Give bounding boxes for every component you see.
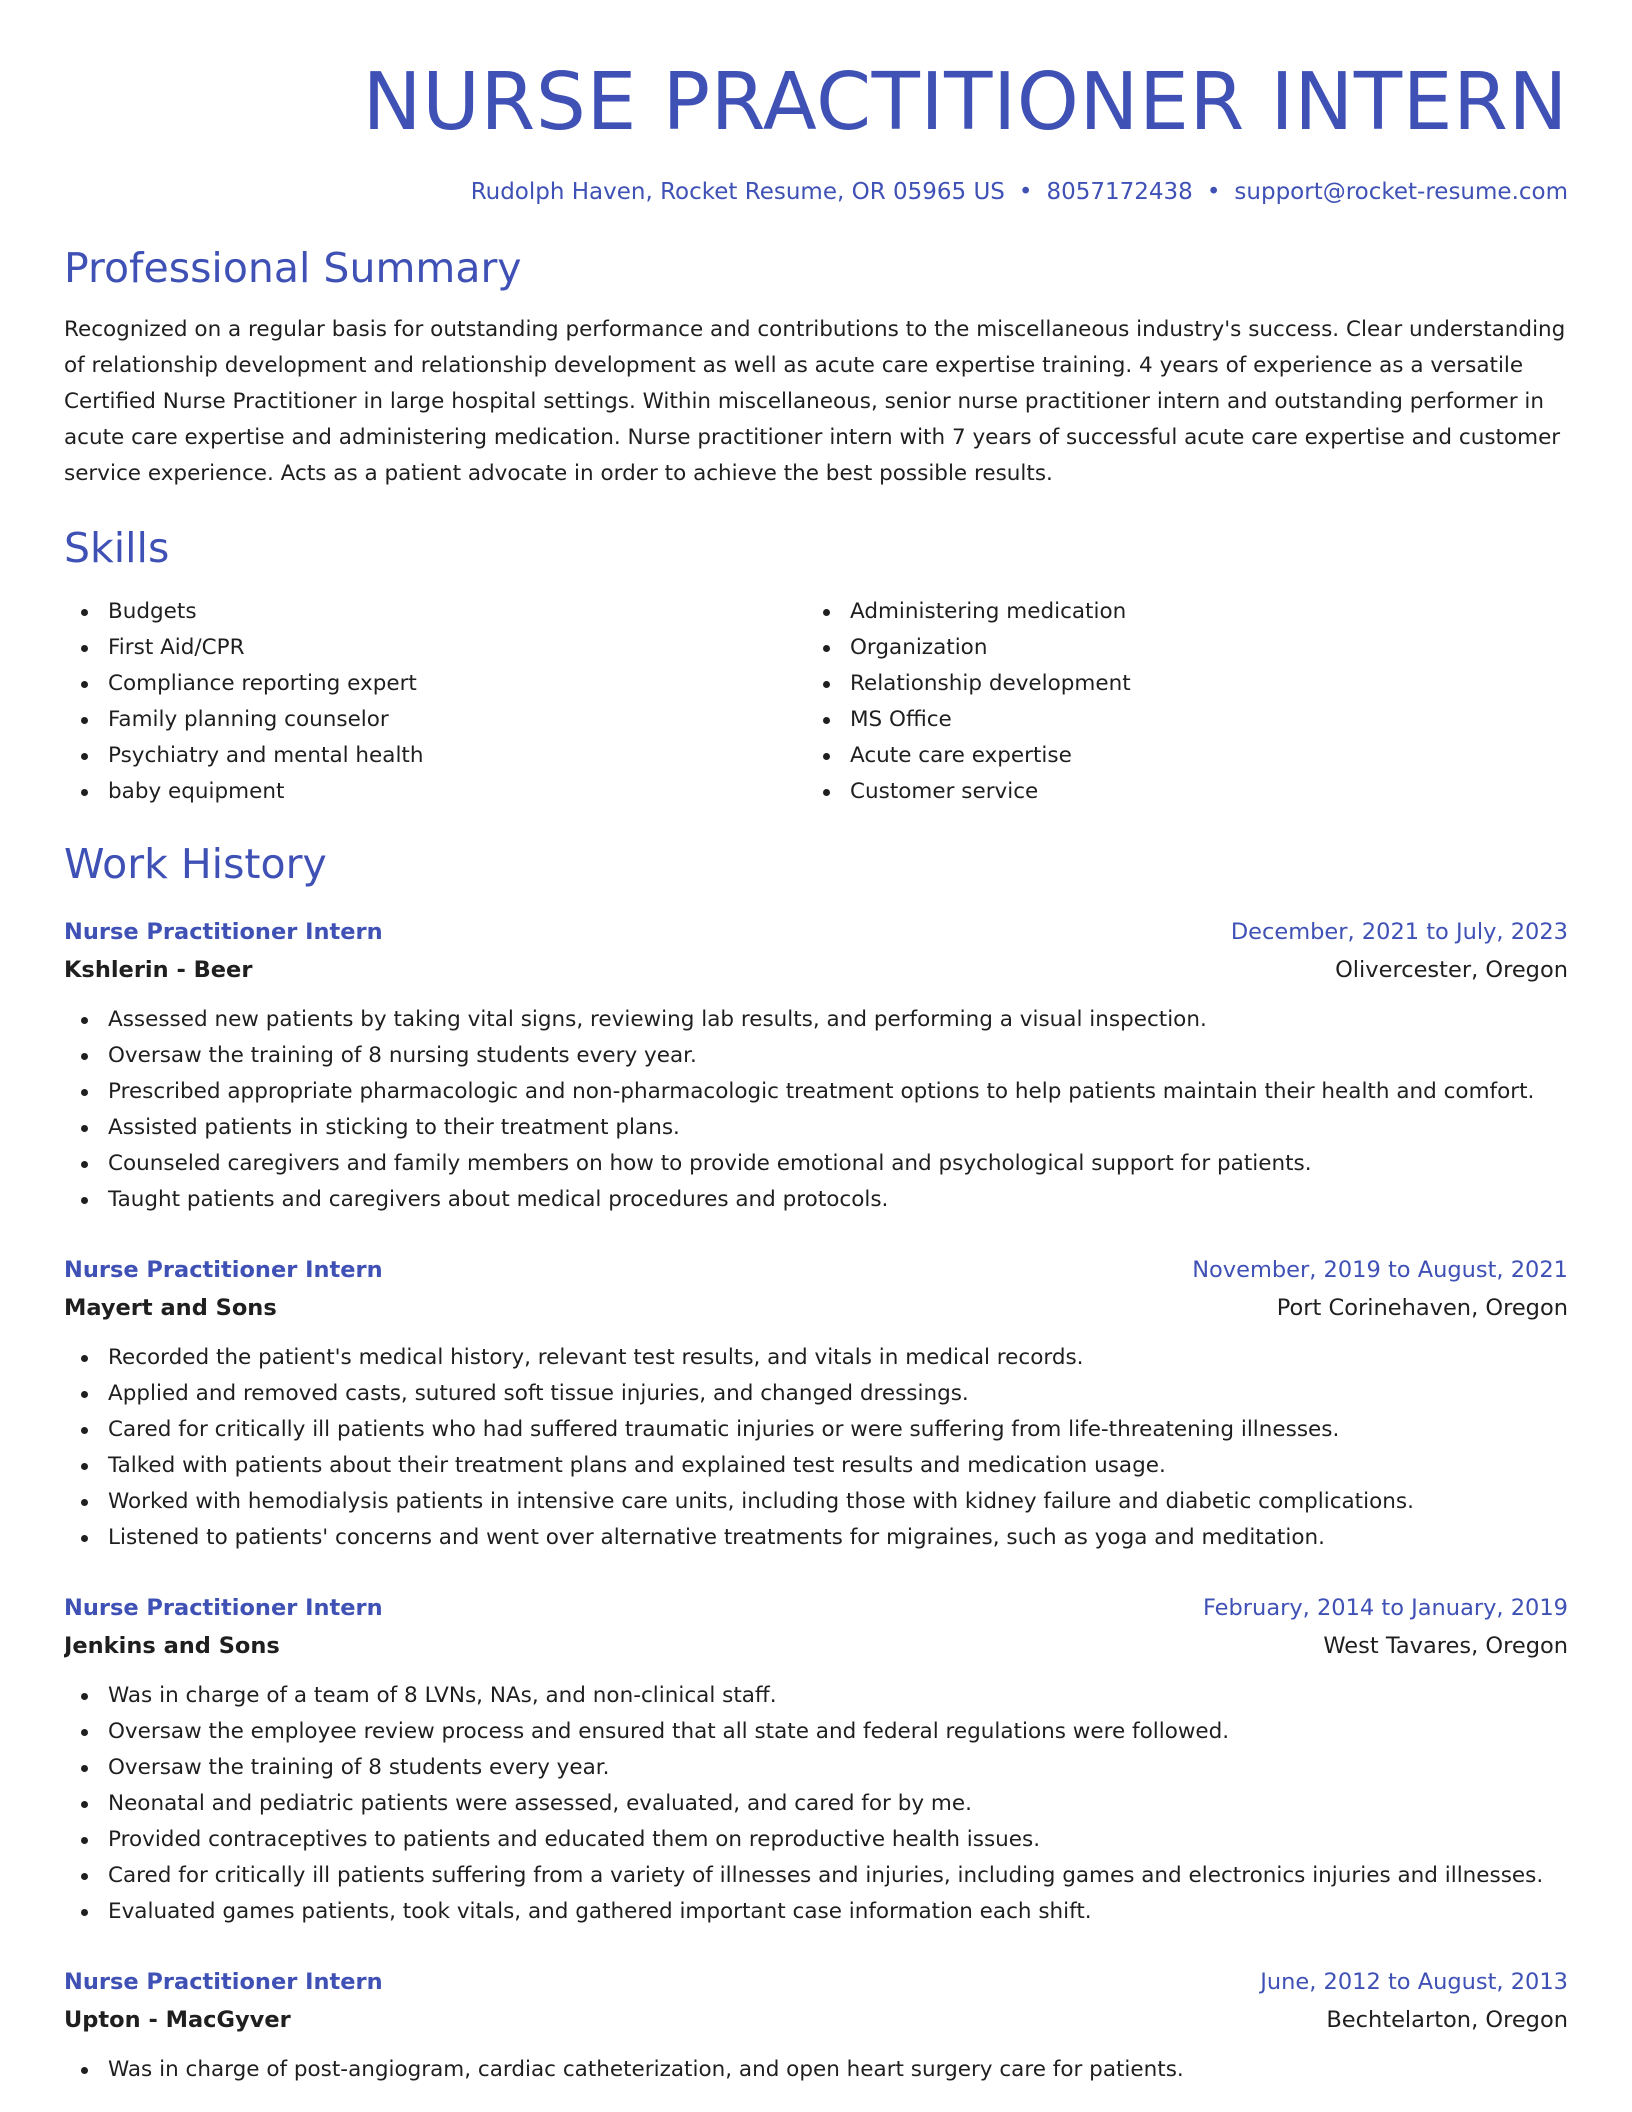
job-location: Bechtelarton, Oregon	[1326, 2007, 1568, 2033]
job-dates: December, 2021 to July, 2023	[1230, 919, 1568, 945]
skill-item: Budgets	[108, 594, 806, 630]
job-bullet: Prescribed appropriate pharmacologic and non-pharmacologic treatment options to help patients maintain their health and comfort.	[108, 1074, 1568, 1110]
job-bullet: Provided contraceptives to patients and educated them on reproductive health issues.	[108, 1822, 1568, 1858]
job-bullet: Talked with patients about their treatment plans and explained test results and medication usage.	[108, 1448, 1568, 1484]
summary-heading: Professional Summary	[64, 244, 522, 292]
job-bullet: Counseled caregivers and family members on how to provide emotional and psychological support for patients.	[108, 1146, 1568, 1182]
job-company: Kshlerin - Beer	[64, 957, 253, 983]
job-dates: November, 2019 to August, 2021	[1192, 1257, 1568, 1283]
skill-item: First Aid/CPR	[108, 630, 806, 666]
job-bullets	[64, 1340, 1568, 1556]
skills-column-right	[806, 594, 1548, 810]
job-bullet: Oversaw the training of 8 students every year.	[108, 1750, 1568, 1786]
contact-separator: •	[1206, 179, 1221, 205]
skills-list	[64, 594, 1568, 810]
job-bullet: Cared for critically ill patients suffering from a variety of illnesses and injuries, including games and electronics injuries and illnesses.	[108, 1858, 1568, 1894]
contact-phone[interactable]: 8057172438	[1046, 179, 1193, 205]
job-bullet: Worked with hemodialysis patients in intensive care units, including those with kidney failure and diabetic complications.	[108, 1484, 1568, 1520]
job-employer-row	[64, 2000, 1568, 2040]
contact-email[interactable]: support@rocket-resume.com	[1234, 179, 1568, 205]
contact-separator: •	[1018, 179, 1033, 205]
job-title: Nurse Practitioner Intern	[64, 919, 383, 945]
job-header	[64, 1252, 1568, 1288]
skills-column-left	[64, 594, 806, 810]
job-header	[64, 1590, 1568, 1626]
job-bullet: Evaluated games patients, took vitals, and gathered important case information each shift.	[108, 1894, 1568, 1930]
job-bullet: Was in charge of post-angiogram, cardiac catheterization, and open heart surgery care for patients.	[108, 2052, 1568, 2088]
skill-item: MS Office	[850, 702, 1548, 738]
job-bullet: Neonatal and pediatric patients were assessed, evaluated, and cared for by me.	[108, 1786, 1568, 1822]
skills-heading: Skills	[64, 524, 170, 572]
job-header	[64, 914, 1568, 950]
job-bullets	[64, 2052, 1568, 2088]
job-company: Jenkins and Sons	[64, 1633, 280, 1659]
job-bullets	[64, 1678, 1568, 1930]
job-entry	[64, 1964, 1568, 2088]
job-bullet: Recorded the patient's medical history, relevant test results, and vitals in medical records.	[108, 1340, 1568, 1376]
job-dates: February, 2014 to January, 2019	[1202, 1595, 1568, 1621]
job-bullet: Oversaw the employee review process and ensured that all state and federal regulations were followed.	[108, 1714, 1568, 1750]
job-bullet: Taught patients and caregivers about medical procedures and protocols.	[108, 1182, 1568, 1218]
job-bullet: Oversaw the training of 8 nursing students every year.	[108, 1038, 1568, 1074]
job-entry	[64, 914, 1568, 1218]
contact-address: Rudolph Haven, Rocket Resume, OR 05965 US	[470, 179, 1005, 205]
job-company: Upton - MacGyver	[64, 2007, 291, 2033]
job-dates: June, 2012 to August, 2013	[1260, 1969, 1568, 1995]
job-location: Port Corinehaven, Oregon	[1276, 1295, 1568, 1321]
job-employer-row	[64, 1288, 1568, 1328]
job-entry	[64, 1252, 1568, 1556]
job-company: Mayert and Sons	[64, 1295, 277, 1321]
job-title: Nurse Practitioner Intern	[64, 1969, 383, 1995]
work-history-heading: Work History	[64, 840, 327, 888]
job-bullet: Listened to patients' concerns and went over alternative treatments for migraines, such as yoga and meditation.	[108, 1520, 1568, 1556]
job-header	[64, 1964, 1568, 2000]
resume-page	[64, 0, 1568, 2112]
candidate-name: NURSE PRACTITIONER INTERN	[362, 56, 1568, 148]
job-bullets	[64, 1002, 1568, 1218]
skill-item: Administering medication	[850, 594, 1548, 630]
skill-item: Compliance reporting expert	[108, 666, 806, 702]
skill-item: Acute care expertise	[850, 738, 1548, 774]
skill-item: Customer service	[850, 774, 1548, 810]
job-entry	[64, 1590, 1568, 1930]
job-bullet: Was in charge of a team of 8 LVNs, NAs, and non-clinical staff.	[108, 1678, 1568, 1714]
skill-item: baby equipment	[108, 774, 806, 810]
job-employer-row	[64, 950, 1568, 990]
job-bullet: Cared for critically ill patients who had suffered traumatic injuries or were suffering from life-threatening illnesses.	[108, 1412, 1568, 1448]
skill-item: Psychiatry and mental health	[108, 738, 806, 774]
job-employer-row	[64, 1626, 1568, 1666]
skill-item: Relationship development	[850, 666, 1548, 702]
job-bullet: Assisted patients in sticking to their treatment plans.	[108, 1110, 1568, 1146]
skill-item: Organization	[850, 630, 1548, 666]
job-title: Nurse Practitioner Intern	[64, 1595, 383, 1621]
job-bullet: Assessed new patients by taking vital signs, reviewing lab results, and performing a visual inspection.	[108, 1002, 1568, 1038]
job-location: Olivercester, Oregon	[1335, 957, 1568, 983]
job-location: West Tavares, Oregon	[1323, 1633, 1568, 1659]
job-bullet: Applied and removed casts, sutured soft tissue injuries, and changed dressings.	[108, 1376, 1568, 1412]
contact-line	[64, 176, 1568, 208]
job-title: Nurse Practitioner Intern	[64, 1257, 383, 1283]
skill-item: Family planning counselor	[108, 702, 806, 738]
summary-text: Recognized on a regular basis for outstanding performance and contributions to the miscellaneous industry's success. Clear understanding of relationship development and relationship development as well as acute care expertise training. 4 years of experience as a versatile Certified Nurse Practitioner in large hospital settings. Within miscellaneous, senior nurse practitioner intern and outstanding performer in acute care expertise and administering medication. Nurse practitioner intern with 7 years of successful acute care expertise and customer service experience. Acts as a patient advocate in order to achieve the best possible results.	[64, 317, 1566, 486]
